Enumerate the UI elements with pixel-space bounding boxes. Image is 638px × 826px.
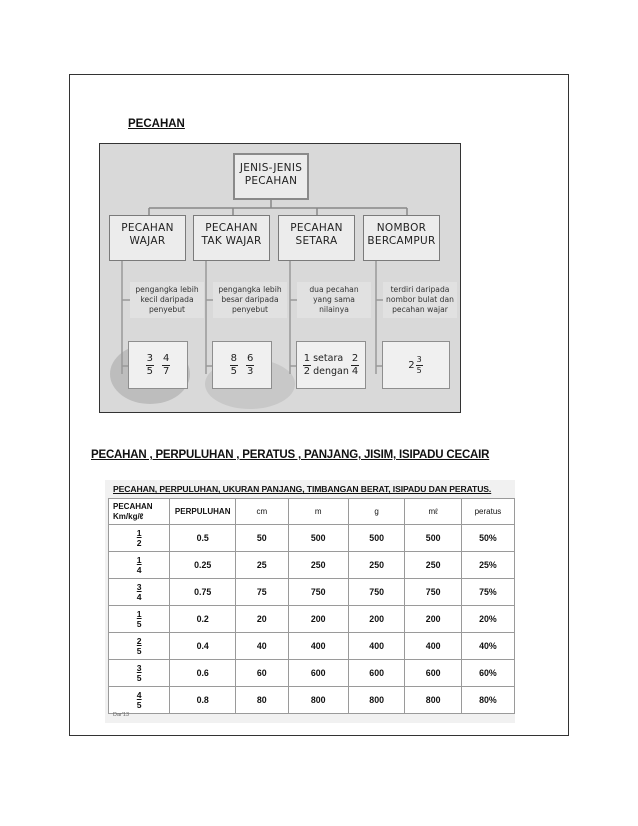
numerator: 1 (136, 555, 142, 565)
table-cell: 60 (236, 660, 289, 687)
table-row (109, 660, 515, 687)
table-cell: 0.8 (170, 687, 236, 714)
category-label: TAK WAJAR (201, 235, 262, 247)
table-cell: 25% (461, 552, 514, 579)
numerator: 3 (136, 582, 142, 592)
table-row (109, 579, 515, 606)
root-line-1: JENIS-JENIS (239, 162, 303, 174)
fraction-types-diagram (99, 143, 461, 413)
desc-line: penyebut (231, 305, 269, 314)
denominator: 5 (136, 673, 142, 683)
table-cell: 0.4 (170, 633, 236, 660)
denominator: 3 (247, 365, 254, 377)
fraction (109, 528, 169, 548)
table-cell: 400 (348, 633, 405, 660)
desc-pecahan-tak-wajar (213, 282, 287, 318)
numerator: 2 (136, 636, 142, 646)
table-cell: 500 (405, 525, 462, 552)
numerator: 1 (136, 609, 142, 619)
denominator: 5 (230, 365, 237, 377)
fraction (109, 636, 169, 656)
table-cell: 600 (348, 660, 405, 687)
numerator: 4 (136, 690, 142, 700)
fraction (416, 355, 423, 376)
conversion-table-image (105, 480, 515, 723)
numerator: 6 (247, 352, 254, 364)
heading-pecahan: PECAHAN (128, 118, 185, 130)
header-pecahan: PECAHAN Km/kg/ℓ (109, 499, 170, 525)
table-cell: 250 (348, 552, 405, 579)
table-cell: 400 (405, 633, 462, 660)
table-row (109, 552, 515, 579)
fraction (109, 690, 169, 710)
category-pecahan-wajar (109, 215, 186, 261)
fraction-cell (109, 579, 170, 606)
conversion-table (108, 498, 515, 714)
desc-line: yang sama (313, 295, 355, 304)
table-cell: 200 (348, 606, 405, 633)
desc-line: pengangka lebih (135, 285, 199, 294)
table-cell: 400 (288, 633, 348, 660)
numerator: 2 (351, 352, 359, 364)
category-label: PECAHAN (290, 222, 343, 234)
denominator: 5 (136, 646, 142, 656)
denominator: 7 (163, 365, 170, 377)
numerator: 4 (163, 352, 170, 364)
desc-nombor-bercampur (383, 282, 457, 318)
table-cell: 600 (405, 660, 462, 687)
fraction (109, 609, 169, 629)
desc-line: dua pecahan (309, 285, 359, 294)
table-cell: 500 (348, 525, 405, 552)
setara-word: setara (313, 353, 344, 364)
denominator: 5 (146, 365, 153, 377)
table-cell: 75 (236, 579, 289, 606)
root-line-2: PECAHAN (244, 175, 298, 187)
diagram-root-box (233, 153, 309, 200)
table-cell: 80 (236, 687, 289, 714)
header-g: g (348, 499, 405, 525)
denominator: 2 (303, 365, 311, 377)
table-cell: 250 (405, 552, 462, 579)
table-footnote: Dar'13 (113, 712, 130, 718)
table-cell: 750 (348, 579, 405, 606)
fraction-cell (109, 606, 170, 633)
numerator: 3 (416, 354, 422, 364)
fraction (146, 353, 154, 378)
example-pecahan-tak-wajar (212, 341, 272, 389)
table-row (109, 606, 515, 633)
table-cell: 200 (405, 606, 462, 633)
table-cell: 0.2 (170, 606, 236, 633)
numerator: 8 (230, 352, 237, 364)
dengan-word: dengan (313, 366, 349, 377)
table-row (109, 525, 515, 552)
fraction (303, 353, 311, 378)
denominator: 4 (351, 365, 359, 377)
header-cm: cm (236, 499, 289, 525)
denominator: 2 (136, 538, 142, 548)
table-cell: 20% (461, 606, 514, 633)
category-label: PECAHAN (121, 222, 174, 234)
fraction-cell (109, 525, 170, 552)
table-cell: 0.5 (170, 525, 236, 552)
category-pecahan-setara (278, 215, 355, 261)
fraction-cell (109, 552, 170, 579)
table-header-row (109, 499, 515, 525)
desc-line: pengangka lebih (218, 285, 282, 294)
table-cell: 600 (288, 660, 348, 687)
table-cell: 750 (288, 579, 348, 606)
category-label: PECAHAN (205, 222, 258, 234)
table-cell: 60% (461, 660, 514, 687)
table-cell: 75% (461, 579, 514, 606)
table-cell: 20 (236, 606, 289, 633)
denominator: 4 (136, 592, 142, 602)
table-cell: 0.6 (170, 660, 236, 687)
fraction-cell (109, 660, 170, 687)
desc-line: besar daripada (221, 295, 279, 304)
desc-line: nilainya (319, 305, 349, 314)
numerator: 3 (146, 352, 153, 364)
table-cell: 200 (288, 606, 348, 633)
table-cell: 800 (348, 687, 405, 714)
numerator: 1 (136, 528, 142, 538)
numerator: 3 (136, 663, 142, 673)
table-cell: 250 (288, 552, 348, 579)
table-cell: 0.75 (170, 579, 236, 606)
table-cell: 80% (461, 687, 514, 714)
example-pecahan-setara (296, 341, 366, 389)
table-row (109, 687, 515, 714)
fraction (246, 353, 254, 378)
desc-line: nombor bulat dan (386, 295, 454, 304)
table-cell: 750 (405, 579, 462, 606)
table-title: PECAHAN, PERPULUHAN, UKURAN PANJANG, TIMBANGAN BERAT, ISIPADU DAN PERATUS. (113, 484, 492, 494)
table-row (109, 633, 515, 660)
fraction (109, 582, 169, 602)
table-cell: 40% (461, 633, 514, 660)
header-m: m (288, 499, 348, 525)
fraction (109, 663, 169, 683)
category-label: WAJAR (129, 235, 166, 247)
category-label: NOMBOR (376, 222, 427, 234)
denominator: 4 (136, 565, 142, 575)
fraction (109, 555, 169, 575)
category-label: SETARA (295, 235, 338, 247)
numerator: 1 (303, 352, 311, 364)
denominator: 5 (136, 619, 142, 629)
example-nombor-bercampur (382, 341, 450, 389)
table-cell: 50% (461, 525, 514, 552)
desc-pecahan-setara (297, 282, 371, 318)
example-pecahan-wajar (128, 341, 188, 389)
header-peratus: peratus (461, 499, 514, 525)
table-cell: 800 (288, 687, 348, 714)
fraction-cell (109, 633, 170, 660)
desc-line: penyebut (148, 305, 186, 314)
table-cell: 500 (288, 525, 348, 552)
table-cell: 800 (405, 687, 462, 714)
table-cell: 25 (236, 552, 289, 579)
fraction (351, 353, 359, 378)
heading-conversions: PECAHAN , PERPULUHAN , PERATUS , PANJANG, JISIM, ISIPADU CECAIR (91, 449, 490, 461)
desc-pecahan-wajar (130, 282, 204, 318)
header-perpuluhan: PERPULUHAN (170, 499, 236, 525)
desc-line: kecil daripada (140, 295, 194, 304)
table-cell: 0.25 (170, 552, 236, 579)
fraction-cell (109, 687, 170, 714)
denominator: 5 (416, 365, 422, 375)
denominator: 5 (136, 700, 142, 710)
table-cell: 40 (236, 633, 289, 660)
desc-line: pecahan wajar (392, 305, 448, 314)
header-ml: mℓ (405, 499, 462, 525)
desc-line: terdiri daripada (390, 285, 450, 294)
category-pecahan-tak-wajar (193, 215, 270, 261)
category-nombor-bercampur (363, 215, 440, 261)
table-cell: 50 (236, 525, 289, 552)
fraction (230, 353, 238, 378)
category-label: BERCAMPUR (367, 235, 436, 247)
setara-words (313, 352, 349, 378)
fraction (162, 353, 170, 378)
whole-number: 2 (408, 359, 415, 371)
